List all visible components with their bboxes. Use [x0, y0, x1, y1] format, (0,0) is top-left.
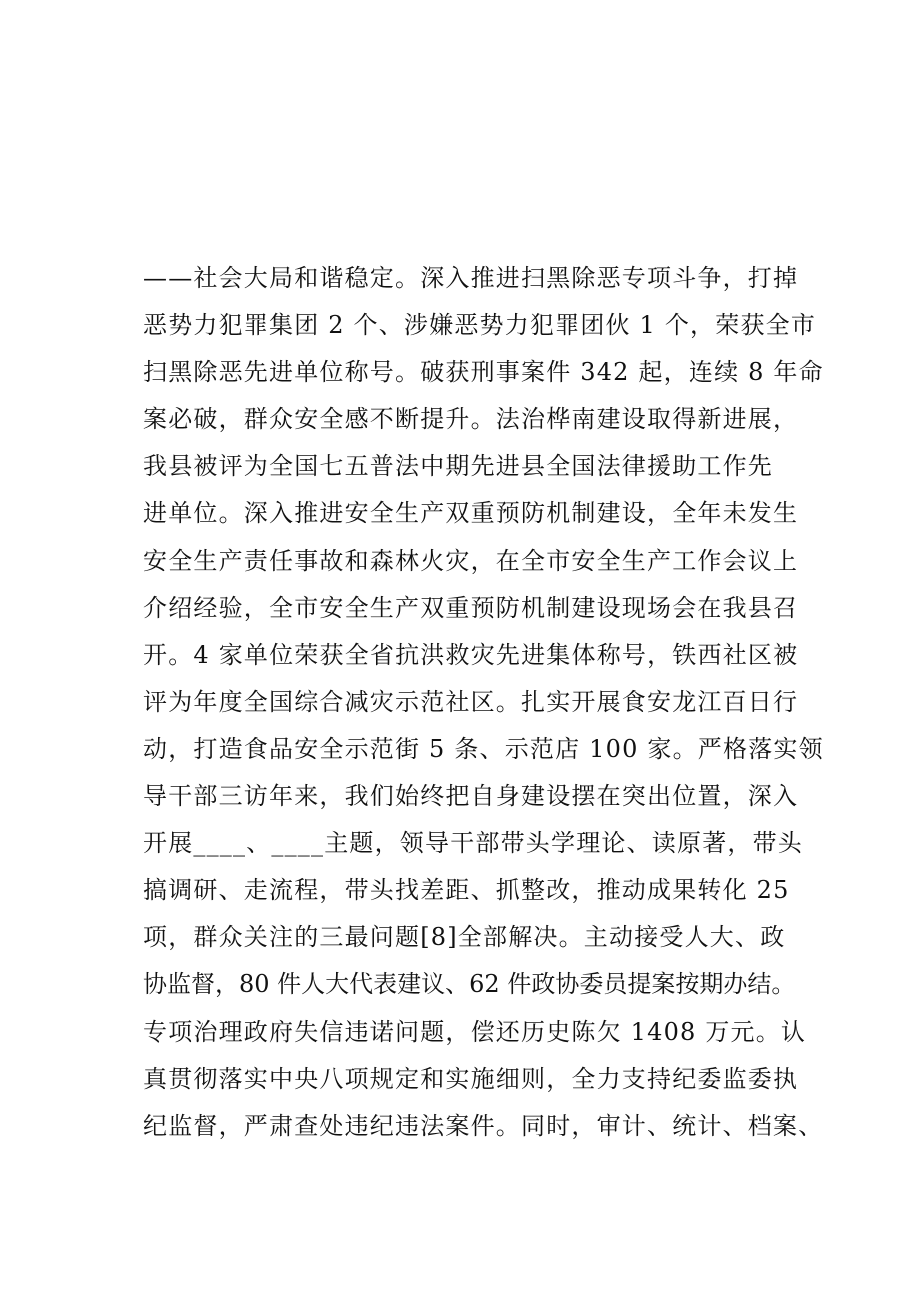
text-line: 恶势力犯罪集团 2 个、涉嫌恶势力犯罪团伙 1 个，荣获全市	[143, 311, 817, 340]
text-line: 扫黑除恶先进单位称号。破获刑事案件 342 起，连续 8 年命	[143, 358, 824, 387]
text-line: 案必破，群众安全感不断提升。法治桦南建设取得新进展，	[143, 405, 799, 434]
text-line: 纪监督，严肃查处违纪违法案件。同时，审计、统计、档案、	[143, 1111, 824, 1140]
text-line: 介绍经验，全市安全生产双重预防机制建设现场会在我县召	[143, 593, 799, 622]
text-line: 安全生产责任事故和森林火灾，在全市安全生产工作会议上	[143, 546, 799, 575]
text-line: ——社会大局和谐稳定。深入推进扫黑除恶专项斗争，打掉	[143, 264, 799, 292]
text-line: 动，打造食品安全示范街 5 条、示范店 100 家。严格落实领	[143, 734, 824, 763]
text-line: 开展____、____主题，领导干部带头学理论、读原著，带头	[143, 829, 803, 858]
text-line: 协监督，80 件人大代表建议、62 件政协委员提案按期办结。	[143, 970, 796, 999]
text-line: 我县被评为全国七五普法中期先进县全国法律援助工作先	[143, 452, 773, 481]
body-paragraph	[143, 255, 824, 1150]
text-line: 评为年度全国综合减灾示范社区。扎实开展食安龙江百日行	[143, 687, 799, 716]
text-line: 开。4 家单位荣获全省抗洪救灾先进集体称号，铁西社区被	[143, 640, 799, 669]
text-line: 导干部三访年来，我们始终把自身建设摆在突出位置，深入	[143, 782, 799, 811]
text-line: 项，群众关注的三最问题[8]全部解决。主动接受人大、政	[143, 923, 786, 952]
text-line: 真贯彻落实中央八项规定和实施细则，全力支持纪委监委执	[143, 1064, 799, 1093]
text-line: 专项治理政府失信违诺问题，偿还历史陈欠 1408 万元。认	[143, 1017, 807, 1046]
text-line: 搞调研、走流程，带头找差距、抓整改，推动成果转化 25	[143, 876, 790, 905]
text-line: 进单位。深入推进安全生产双重预防机制建设，全年未发生	[143, 499, 799, 528]
